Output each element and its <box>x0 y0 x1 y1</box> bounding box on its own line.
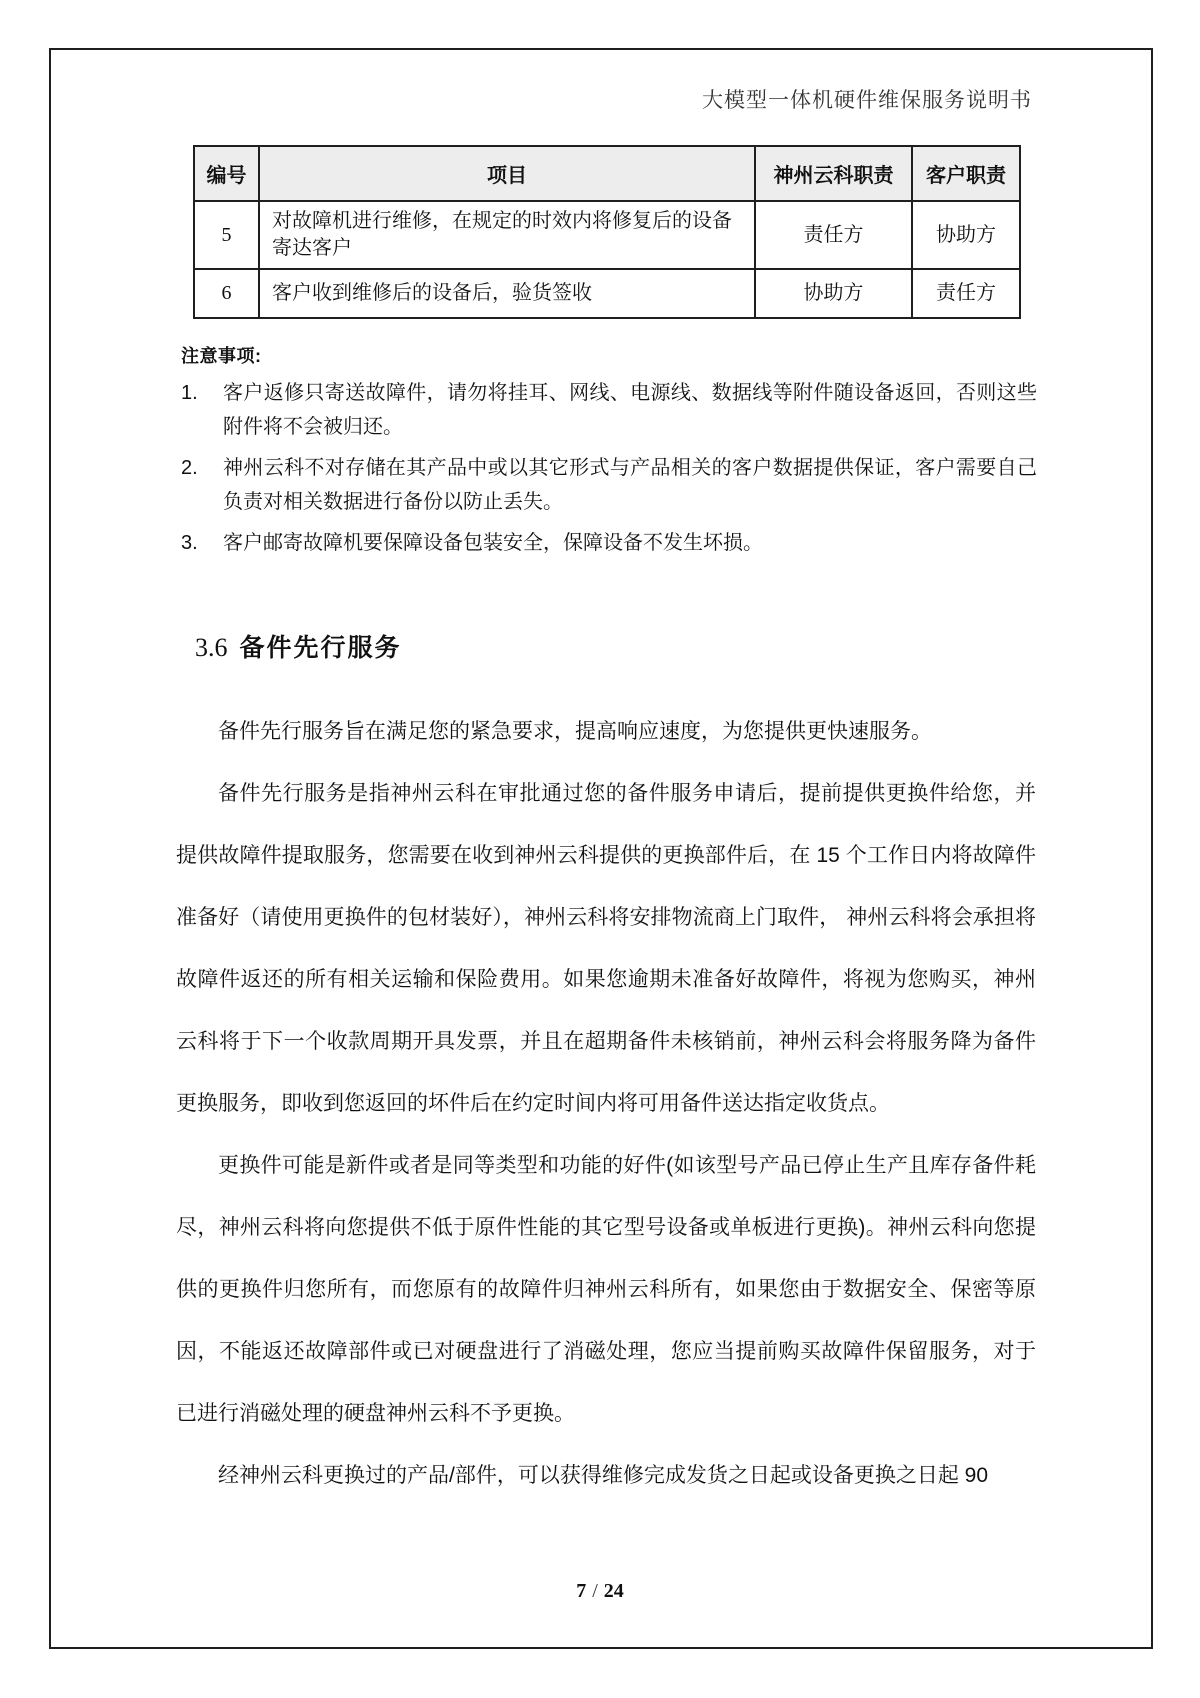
paragraph: 备件先行服务旨在满足您的紧急要求，提高响应速度，为您提供更快速服务。 <box>218 720 932 743</box>
column-header-item: 项目 <box>259 146 755 201</box>
list-item-number: 1. <box>181 382 198 404</box>
cell-vendor-duty: 责任方 <box>755 201 912 269</box>
section-number: 3.6 <box>195 633 228 662</box>
table-row <box>194 201 1020 269</box>
list-item <box>181 376 1037 444</box>
cell-customer-duty: 协助方 <box>912 201 1020 269</box>
list-item-text: 客户返修只寄送故障件，请勿将挂耳、网线、电源线、数据线等附件随设备返回，否则这些附件将不会被归还。 <box>223 382 1037 438</box>
list-item <box>181 526 1037 560</box>
table-header-row <box>194 146 1020 201</box>
current-page: 7 <box>576 1580 587 1602</box>
list-item <box>181 451 1037 519</box>
list-item-text: 神州云科不对存储在其产品中或以其它形式与产品相关的客户数据提供保证，客户需要自己负责对相关数据进行备份以防止丢失。 <box>223 457 1037 513</box>
cell-item: 客户收到维修后的设备后，验货签收 <box>259 269 755 318</box>
table-row <box>194 269 1020 318</box>
list-item-text: 客户邮寄故障机要保障设备包装安全，保障设备不发生坏损。 <box>223 532 763 554</box>
cell-no: 6 <box>194 269 259 318</box>
responsibility-table <box>193 145 1021 319</box>
list-item-number: 2. <box>181 457 198 479</box>
column-header-no: 编号 <box>194 146 259 201</box>
page-separator: / <box>592 1580 598 1602</box>
section-heading <box>195 628 402 664</box>
page-header-title: 大模型一体机硬件维保服务说明书 <box>702 88 1032 112</box>
cell-vendor-duty: 协助方 <box>755 269 912 318</box>
notes-list <box>181 376 1037 567</box>
section-body <box>176 701 1036 1507</box>
column-header-vendor-duty: 神州云科职责 <box>755 146 912 201</box>
cell-item: 对故障机进行维修，在规定的时效内将修复后的设备寄达客户 <box>259 201 755 269</box>
cell-no: 5 <box>194 201 259 269</box>
paragraph: 经神州云科更换过的产品/部件，可以获得维修完成发货之日起或设备更换之日起 90 <box>218 1464 989 1487</box>
list-item-number: 3. <box>181 532 198 554</box>
cell-customer-duty: 责任方 <box>912 269 1020 318</box>
page-number <box>0 1580 1200 1603</box>
total-pages: 24 <box>603 1580 624 1602</box>
notes-heading: 注意事项: <box>181 346 262 366</box>
section-title: 备件先行服务 <box>239 634 402 662</box>
paragraph: 备件先行服务是指神州云科在审批通过您的备件服务申请后，提前提供更换件给您，并提供故障件提取服务，您需要在收到神州云科提供的更换部件后，在 15 个工作日内将故障件准备好（请使用更换件的包材装好），神州云科将安排物流商上门取件， 神州云科将会承担将故障件返还的所有相关运输和保险费用。如果您逾期未准备好故障件，将视为您购买，神州云科将于下一个收款周期开具发票，并且在超期备件未核销前，神州云科会将服务降为备件更换服务，即收到您返回的坏件后在约定时间内将可用备件送达指定收货点。 <box>176 782 1036 1115</box>
paragraph: 更换件可能是新件或者是同等类型和功能的好件(如该型号产品已停止生产且库存备件耗尽，神州云科将向您提供不低于原件性能的其它型号设备或单板进行更换)。神州云科向您提供的更换件归您所有，而您原有的故障件归神州云科所有，如果您由于数据安全、保密等原因，不能返还故障部件或已对硬盘进行了消磁处理，您应当提前购买故障件保留服务，对于已进行消磁处理的硬盘神州云科不予更换。 <box>176 1154 1036 1425</box>
column-header-customer-duty: 客户职责 <box>912 146 1020 201</box>
